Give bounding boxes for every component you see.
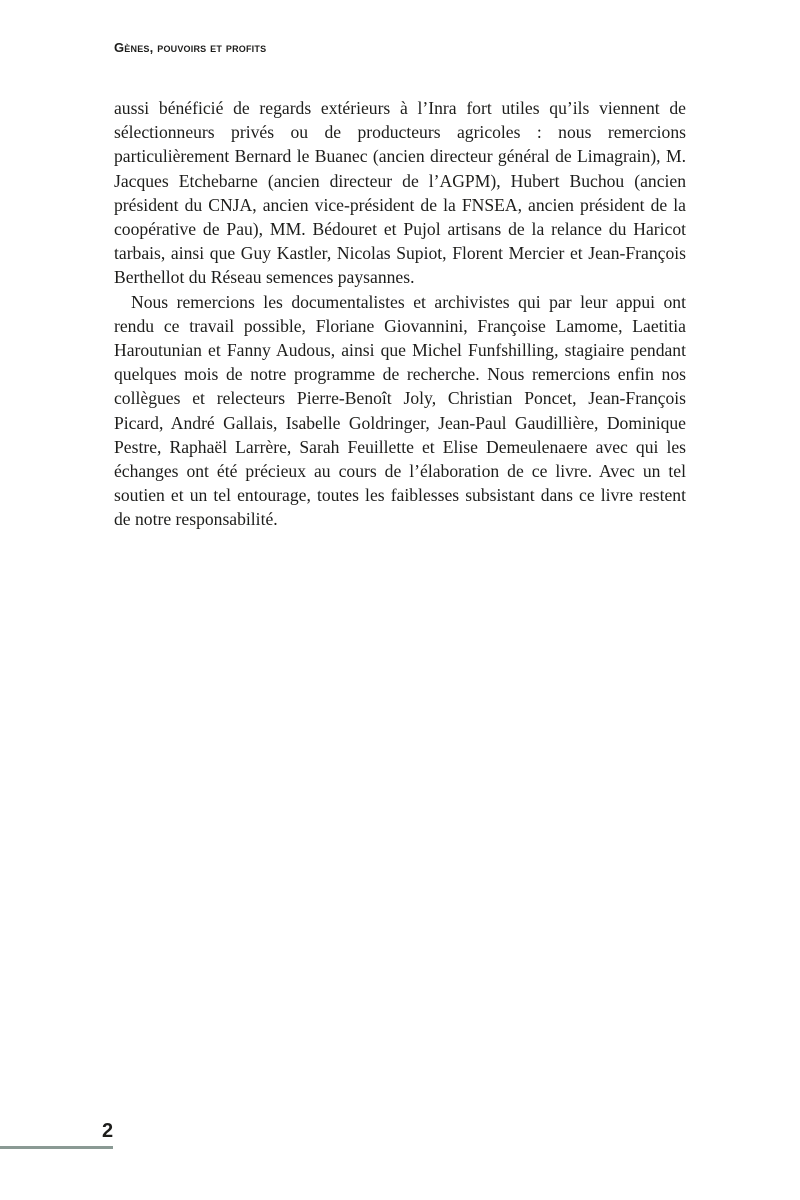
running-header: Gènes, pouvoirs et profits (114, 40, 267, 55)
body-text (114, 96, 686, 532)
paragraph-1: aussi bénéficié de regards extérieurs à l’Inra fort utiles qu’ils viennent de sélectionneurs privés ou de producteurs agricoles : nous remercions particulièrement Bernard le Buanec (ancien directeur général de Limagrain), M. Jacques Etchebarne (ancien directeur de l’AGPM), Hubert Buchou (ancien président du CNJA, ancien vice-président de la FNSEA, ancien président de la coopérative de Pau), MM. Bédouret et Pujol artisans de la relance du Haricot tarbais, ainsi que Guy Kastler, Nicolas Supiot, Florent Mercier et Jean-François Berthellot du Réseau semences paysannes. (114, 98, 686, 288)
paragraph-2: Nous remercions les documentalistes et archivistes qui par leur appui ont rendu ce travail possible, Floriane Giovannini, Françoise Lamome, Laetitia Haroutunian et Fanny Audous, ainsi que Michel Funfshilling, stagiaire pendant quelques mois de notre programme de recherche. Nous remercions enfin nos collègues et relecteurs Pierre-Benoît Joly, Christian Poncet, Jean-François Picard, André Gallais, Isabelle Goldringer, Jean-Paul Gaudillière, Dominique Pestre, Raphaël Larrère, Sarah Feuillette et Elise Demeulenaere avec qui les échanges ont été précieux au cours de l’élaboration de ce livre. Avec un tel soutien et un tel entourage, toutes les faiblesses subsistant dans ce livre restent de notre responsabilité. (114, 291, 686, 530)
page-number: 2 (102, 1120, 114, 1142)
page-number-rule (0, 1146, 113, 1149)
